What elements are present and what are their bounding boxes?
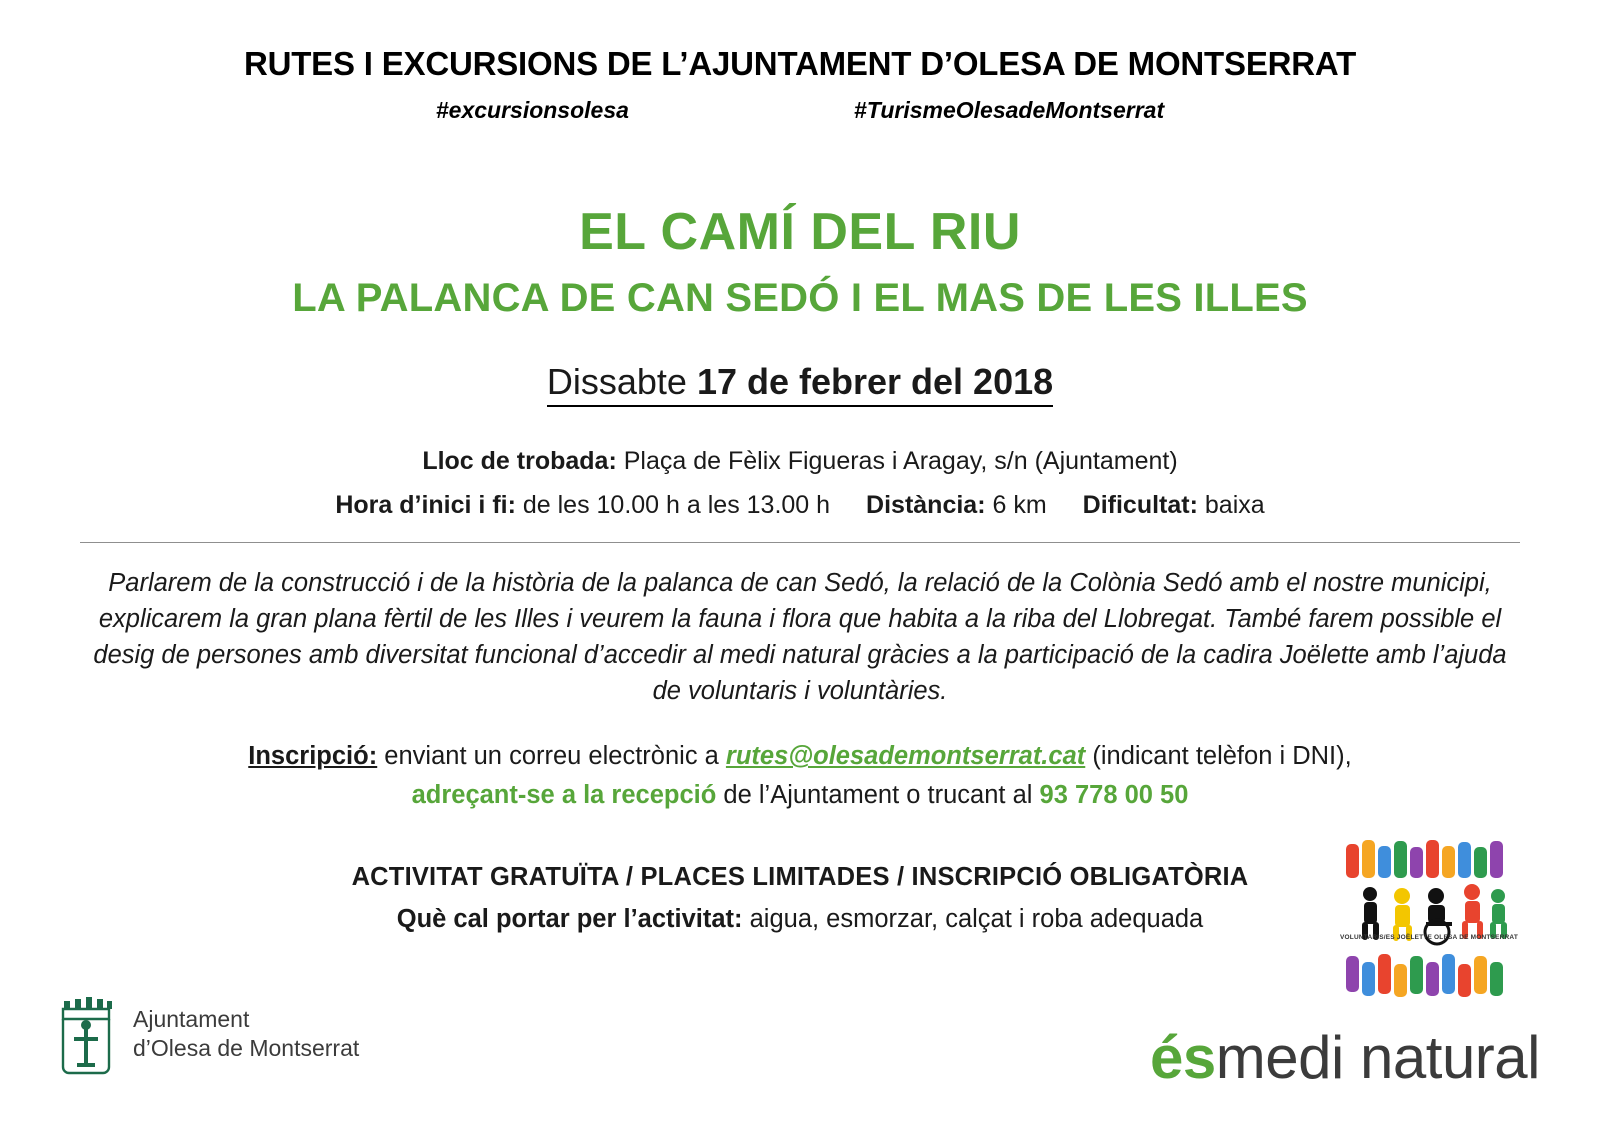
event-date-value: 17 de febrer del 2018 bbox=[696, 361, 1054, 402]
event-date-underline bbox=[547, 361, 1053, 407]
town-hall-name bbox=[133, 1005, 359, 1063]
joelette-logo-icon bbox=[1340, 838, 1518, 1010]
town-hall-name-line1: Ajuntament bbox=[133, 1006, 250, 1033]
hashtag-excursions: #excursionsolesa bbox=[435, 97, 629, 123]
inscription-text-3: de l’Ajuntament o trucant al bbox=[716, 780, 1040, 809]
joelette-logo-art bbox=[1340, 838, 1518, 1010]
email-link[interactable]: rutes@olesademontserrat.cat bbox=[725, 742, 1086, 771]
inscription-text-2: (indicant telèfon i DNI), bbox=[1085, 742, 1352, 771]
brand-medi: medi bbox=[1215, 1024, 1344, 1091]
inscription-label: Inscripció: bbox=[248, 742, 378, 771]
meeting-point-label: Lloc de trobada: bbox=[422, 447, 617, 475]
difficulty-label: Dificultat: bbox=[1082, 491, 1198, 520]
event-date-prefix: Dissabte bbox=[546, 361, 697, 402]
reception-option: adreçant-se a la recepció bbox=[411, 780, 717, 809]
difficulty-value: baixa bbox=[1197, 491, 1265, 520]
inscription-line-2 bbox=[80, 776, 1520, 814]
brand-natural: natural bbox=[1343, 1024, 1540, 1091]
event-description: Parlarem de la construcció i de la història de la palanca de can Sedó, la relació de la Colònia Sedó amb el nostre municipi, explicarem la gran plana fèrtil de les Illes i veurem la fauna i flora que habita a la riba del Llobregat. També farem possible el desig de persones amb diversitat funcional d’accedir al medi natural gràcies a la participació de la cadira Joëlette amb l’ajuda de voluntaris i voluntàries. bbox=[93, 568, 1507, 706]
event-subtitle: LA PALANCA DE CAN SEDÓ I EL MAS DE LES ILLES bbox=[292, 276, 1308, 320]
coat-of-arms-icon bbox=[55, 993, 117, 1075]
bring-value: aigua, esmorzar, calçat i roba adequada bbox=[742, 905, 1204, 934]
time-label: Hora d’inici i fi: bbox=[335, 491, 516, 520]
event-date bbox=[80, 361, 1520, 407]
time-value: de les 10.00 h a les 13.00 h bbox=[515, 491, 831, 520]
distance-label: Distància: bbox=[866, 491, 986, 520]
brand-logo bbox=[1150, 1023, 1540, 1092]
notice-conditions: ACTIVITAT GRATUÏTA / PLACES LIMITADES / INSCRIPCIÓ OBLIGATÒRIA bbox=[351, 862, 1249, 891]
meeting-point-value: Plaça de Fèlix Figueras i Aragay, s/n (Ajuntament) bbox=[616, 447, 1178, 475]
brand-es: és bbox=[1150, 1024, 1216, 1091]
divider bbox=[80, 542, 1520, 543]
joelette-logo bbox=[1340, 838, 1518, 1010]
joelette-logo-caption: VOLUNTARIS/ES JOËLETTE OLESA DE MONTSERRAT bbox=[1340, 934, 1519, 941]
inscription-text-1: enviant un correu electrònic a bbox=[377, 742, 726, 771]
organization-title: RUTES I EXCURSIONS DE L’AJUNTAMENT D’OLESA DE MONTSERRAT bbox=[243, 45, 1357, 82]
distance-value: 6 km bbox=[985, 491, 1047, 520]
schedule-row bbox=[80, 487, 1520, 523]
inscription-line-1 bbox=[80, 737, 1520, 775]
event-details bbox=[80, 443, 1520, 524]
phone-number: 93 778 00 50 bbox=[1039, 780, 1189, 809]
hashtag-row bbox=[80, 97, 1520, 124]
bring-label: Què cal portar per l’activitat: bbox=[396, 905, 743, 934]
town-hall-name-line2: d’Olesa de Montserrat bbox=[133, 1035, 360, 1061]
notice-block bbox=[80, 858, 1520, 939]
notice-bring bbox=[80, 900, 1520, 938]
inscription-block bbox=[80, 737, 1520, 814]
meeting-point-row bbox=[80, 443, 1520, 479]
hashtag-turisme: #TurismeOlesadeMontserrat bbox=[853, 97, 1165, 123]
town-hall-logo bbox=[55, 993, 359, 1075]
event-title: EL CAMÍ DEL RIU bbox=[579, 203, 1021, 261]
